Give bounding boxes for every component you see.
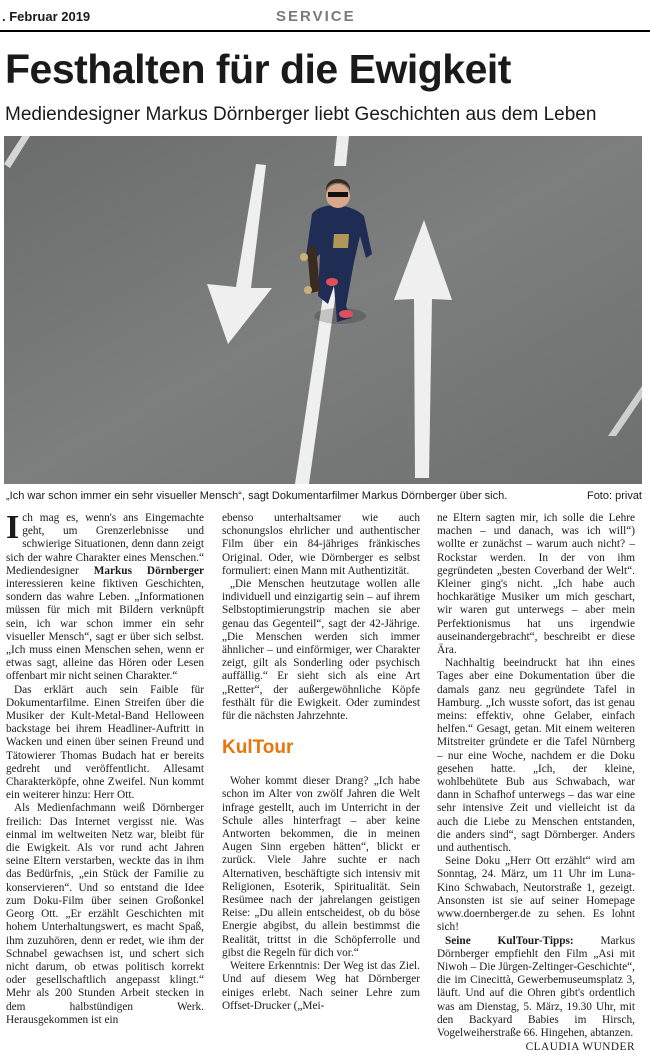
photo-caption — [6, 490, 642, 502]
article-column-1 — [6, 509, 204, 1027]
paragraph: Nachhaltig beeindruckt hat ihn eines Tages aber eine Dokumentation über die damals ganz neu gegründete Tafel in Hamburg. „Ich wusste sofort, das ist genau meins: effektiv, ohne Gelaber, einfach helfen.“ Gesagt, getan. Mit einem weiteren Mitstreiter gründete er die Tafel Nürnberg – nur eine Woche, nachdem er die Doku gesehen hatte. „Ich, der kleine, wohlbehütete Bub aus Schwabach, war dann in Schafhof unterwegs – das war eine sehr intensive Zeit und vielleicht ist da auch die Liebe zu Menschen entstanden, die anders sind“, sagt Dörnberger. Anders und authentisch. — [437, 657, 635, 855]
article-photo — [4, 136, 642, 484]
article-column-2 — [222, 512, 420, 1013]
subheadline: Mediendesigner Markus Dörnberger liebt Geschichten aus dem Leben — [5, 104, 597, 125]
drop-cap: I — [6, 509, 20, 546]
paragraph: Das erklärt auch sein Faible für Dokumentarfilme. Einen Streifen über die Musiker der Kult-Metal-Band Helloween backstage bei ihrem Headliner-Auftritt in Wacken und einen über seinen Freund und Tätowierer Thomas Budach hat er bereits gedreht und veröffentlicht. Allesamt Charakterköpfe, ohne Zweifel. Nun kommt ein weiterer hinzu: Herr Ott. — [6, 683, 204, 802]
header-rule — [0, 30, 650, 32]
paragraph: Weitere Erkenntnis: Der Weg ist das Ziel. Und auf diesem Weg hat Dörnberger einiges erlebt. Nach seiner Lehre zum Offset-Drucker („Mei- — [222, 960, 420, 1012]
caption-text: „Ich war schon immer ein sehr visueller Mensch“, sagt Dokumentarfilmer Markus Dörnberger über sich. — [6, 490, 508, 502]
paragraph: Woher kommt dieser Drang? „Ich habe schon im Alter von zwölf Jahren die Welt infrage gestellt, auch im Unterricht in der Schule alles hinterfragt – aber keine Antworten bekommen, die in meinen Augen Sinn ergeben hätten“, blickt er zurück. Viele Jahre suchte er nach Alternativen, beschäftigte sich intensiv mit Religionen, Esoterik, Spiritualität. Sein Resümee nach der jahrelangen geistigen Reise: „Du allein entscheidest, ob du böse Energie abgibst, du allein bestimmst die Realität, trittst in die Schöpferrolle und gibst die Regeln für dich vor.“ — [222, 775, 420, 959]
paragraph: ebenso unterhaltsamer wie auch schonungslos ehrlicher und authentischer Film über ein 84-jähriges fränkisches Original. Oder, wie Dörnberger es selbst formuliert: einen Mann mit Authentizität. — [222, 512, 420, 577]
paragraph: Ich mag es, wenn's ans Eingemachte geht, um Grenzerlebnisse und schwierige Situationen, denn dann zeigt sich der wahre Charakter eines Menschen.“ Mediendesigner Markus Dörnberger interessieren keine fiktiven Geschichten, sondern das wahre Leben. „Informationen müssen für mich mit Bildern verknüpft sein, ich war schon immer ein sehr visueller Mensch“, sagt er über sich selbst. „Ich muss einen Menschen sehen, wenn er etwas sagt, alleine das Hören oder Lesen offenbart mir nicht seinen Charakter.“ — [6, 509, 204, 683]
tipps-label: Seine KulTour-Tipps: — [445, 934, 574, 947]
author-signature: CLAUDIA WUNDER — [525, 1041, 635, 1054]
dateline: . Februar 2019 — [2, 9, 91, 24]
tipps-paragraph: Seine KulTour-Tipps: Markus Dörnberger empfiehlt den Film „Asi mit Niwoh – Die Jürgen-Zeltinger-Geschichte“, die im Cinecittà, Gewerbemuseumsplatz 3, läuft. Und auf die Ohren gibt's ordentlich was am Dienstag, 5. März, 19.30 Uhr, mit den Backyard Babies im Hirsch, Vogelweiherstraße 66. Hingehen, abtanzen. — [437, 934, 635, 1039]
section-label: SERVICE — [276, 8, 356, 25]
paragraph: Als Medienfachmann weiß Dörnberger freilich: Das Internet vergisst nie. Was einmal im weltweiten Netz war, bleibt für die Ewigkeit. Als vor rund acht Jahren seine Eltern verstarben, weckte das in ihm das Bedürfnis, „ein Stück der Familie zu konservieren“. Und so entstand die Idee zum Doku-Film über seinen Großonkel Georg Ott. „Er erzählt Geschichten mit hohem Unterhaltungswert, es macht Spaß, ihm zuzuhören, denn er redet, wie ihm der Schnabel gewachsen ist, und schert sich nicht darum, ob etwas politisch korrekt oder gesellschaftlich angepasst klingt.“ Mehr als 200 Stunden Arbeit stecken in dem halbstündigen Werk. Herausgekommen ist ein — [6, 802, 204, 1026]
paragraph: ne Eltern sagten mir, ich solle die Lehre machen – und danach, was ich will“) wollte er zunächst – warum auch nicht? – Rockstar werden. In der von ihm gegründeten „besten Coverband der Welt“. Kleiner ging's nicht. „Ich habe auch hochkarätige Musiker um mich geschart, wir waren gut unterwegs – aber mein Perfektionismus hat uns irgendwie auseinandergebracht“, beschreibt er diese Ära. — [437, 512, 635, 657]
article-column-3 — [437, 512, 635, 1054]
paragraph: „Die Menschen heutzutage wollen alle individuell und einzigartig sein – auf ihrem Selbstoptimierungstrip machen sie aber genau das Gegenteil“, sagt der 42-Jährige. „Die Menschen werden sich immer ähnlicher – und einförmiger, wer Charakter zeigt, gilt als Sonderling oder psychisch auffällig.“ Er sieht sich als eine Art „Retter“, der außergewöhnliche Köpfe festhält für die Ewigkeit. Oder zumindest für die nächsten Jahrzehnte. — [222, 578, 420, 723]
headline: Festhalten für die Ewigkeit — [5, 46, 511, 92]
paragraph: Seine Doku „Herr Ott erzählt“ wird am Sonntag, 24. März, um 11 Uhr im Luna-Kino Schwabach, Neutorstraße 1, gezeigt. Ansonsten ist sie auf seiner Homepage www.doernberger.de zu sehen. Es lohnt sich! — [437, 855, 635, 934]
kultour-logo: KulTour — [222, 737, 294, 759]
photo-credit: Foto: privat — [586, 490, 642, 502]
person-name: Markus Dörnberger — [93, 564, 204, 577]
